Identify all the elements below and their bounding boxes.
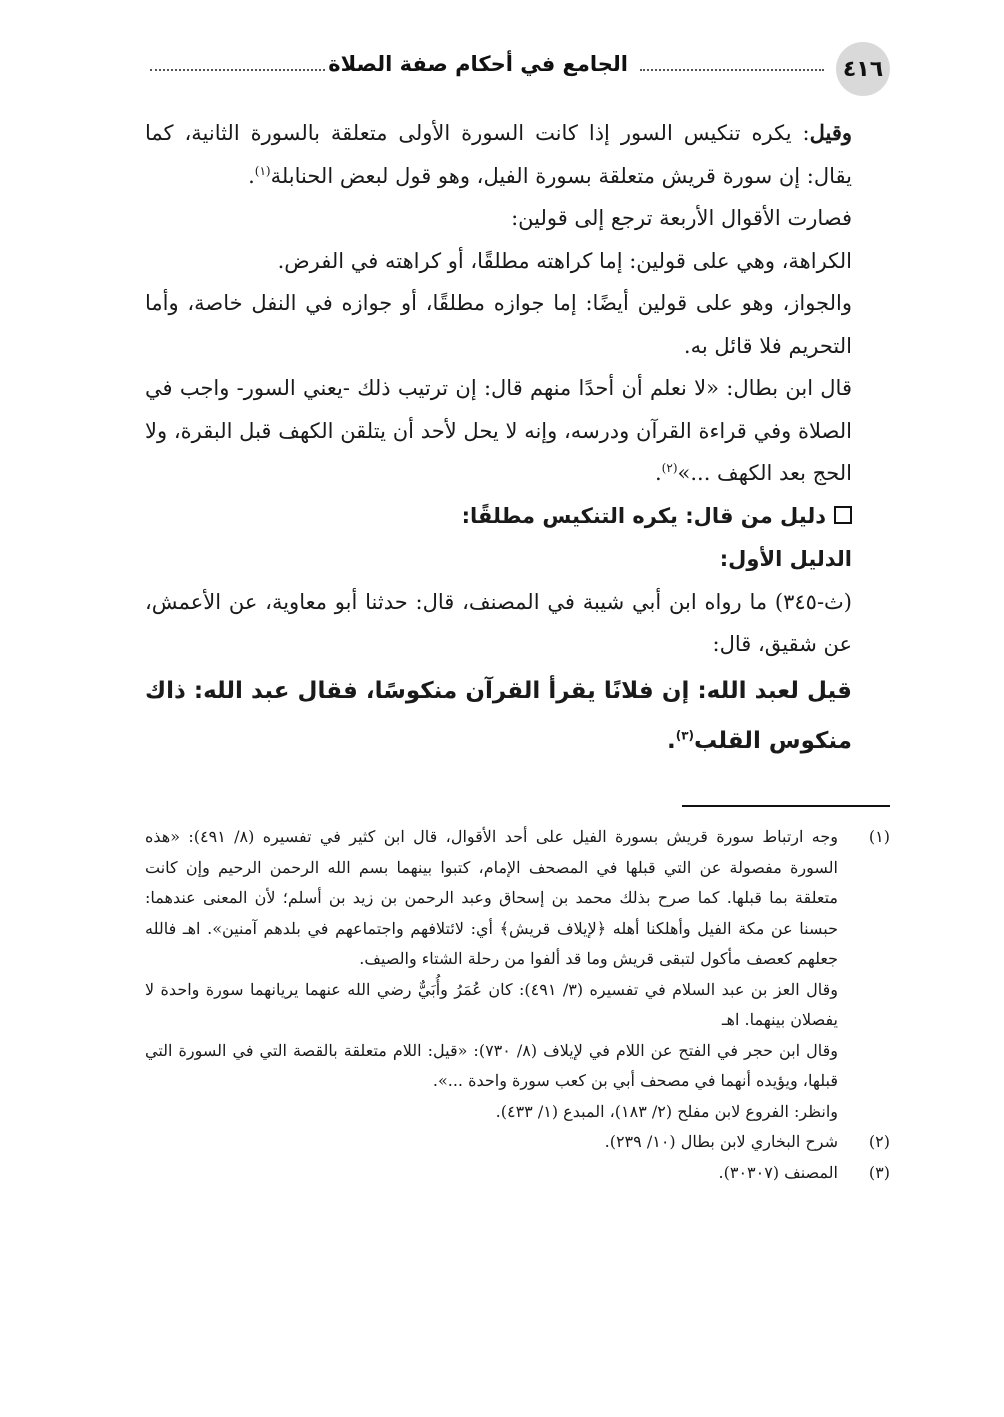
footnote-2-text: شرح البخاري لابن بطال (١٠/ ٢٣٩). [604, 1132, 838, 1151]
paragraph-1 [145, 112, 890, 197]
footnote-3-number: (٣) [868, 1162, 890, 1182]
paragraph-5-end: . [654, 461, 662, 485]
paragraph-1-end: . [248, 163, 255, 188]
paragraph-5 [145, 367, 890, 495]
hadith-quote-text: قيل لعبد الله: إن فلانًا يقرأ القرآن منكوسًا، فقال عبد الله: ذاك منكوس القلب [145, 677, 852, 754]
running-header [140, 42, 890, 98]
footnote-2-number: (٢) [868, 1132, 890, 1151]
footnote-ref-3[interactable]: (٣) [675, 727, 695, 742]
page-number-badge: ٤١٦ [836, 42, 890, 96]
footnote-1-continuation-d: وانظر: الفروع لابن مفلح (٢/ ١٨٣)، المبدع (١/ ٤٣٣). [495, 1101, 838, 1121]
paragraph-6: (ث-٣٤٥) ما رواه ابن أبي شيبة في المصنف، قال: حدثنا أبو معاوية، عن الأعمش، عن شقيق، قال: [145, 589, 852, 656]
footnotes [145, 822, 890, 1188]
paragraph-2: فصارت الأقوال الأربعة ترجع إلى قولين: [511, 206, 852, 230]
header-dotted-leader-right [640, 69, 824, 71]
paragraph-4: والجواز، وهو على قولين أيضًا: إما جوازه مطلقًا، أو جوازه في النفل خاصة، وأما التحريم فلا قائل به. [145, 291, 852, 358]
hadith-quote-end: . [666, 727, 676, 754]
footnote-3 [145, 1158, 890, 1189]
footnote-1-text: وجه ارتباط سورة قريش بسورة الفيل على أحد الأقوال، قال ابن كثير في تفسيره (٨/ ٤٩١): «هذه السورة مفصولة عن التي قبلها في المصحف الإمام، كتبوا بينهما بسم الله الرحمن الرحيم وإن كانت متعلقة بما قبلها. كما صرح بذلك محمد بن إسحاق وعبد الرحمن بن زيد بن أسلم؛ لأن المعنى عندهما: حبسنا عن مكة الفيل وأهلكنا أهله ﴿لإيلاف قريش﴾ أي: لائتلافهم واجتماعهم في بلدهم آمنين». اهـ فالله جعلهم كعصف مأكول لتبقى قريش وما قد ألفوا من رحلة الشتاء والصيف. [145, 827, 838, 968]
section-heading-text: دليل من قال: يكره التنكيس مطلقًا: [461, 503, 826, 528]
subheading-first-evidence: الدليل الأول: [719, 546, 852, 571]
paragraph-5-text: قال ابن بطال: «لا نعلم أن أحدًا منهم قال: إن ترتيب ذلك -يعني السور- واجب في الصلاة وفي قراءة القرآن ودرسه، وإنه لا يحل لأحد أن يتلقن الكهف قبل البقرة، ولا الحج بعد الكهف ...» [145, 376, 852, 485]
section-heading-evidence [145, 495, 890, 538]
footnote-1-continuation-b: وقال العز بن عبد السلام في تفسيره (٣/ ٤٩١): كان عُمَرُ وأُبَيٌّ رضي الله عنهما يريانهما سورة واحدة لا يفصلان بينهما. اهـ [145, 979, 838, 1029]
footnote-ref-2[interactable]: (٢) [661, 461, 678, 475]
footnote-1 [145, 822, 890, 975]
header-dotted-leader-left [150, 69, 325, 71]
book-title: الجامع في أحكام صفة الصلاة [328, 52, 628, 76]
paragraph-3: الكراهة، وهي على قولين: إما كراهته مطلقًا، أو كراهته في الفرض. [277, 248, 852, 273]
footnote-2 [145, 1127, 890, 1158]
hadith-quote [145, 666, 890, 766]
footnote-3-text: المصنف (٣٠٣٠٧). [718, 1162, 838, 1182]
main-text [145, 112, 890, 766]
footnote-ref-1[interactable]: (١) [254, 163, 271, 178]
footnote-1-number: (١) [868, 827, 890, 846]
footnote-1-continuation-c: وقال ابن حجر في الفتح عن اللام في لإيلاف (٨/ ٧٣٠): «قيل: اللام متعلقة بالقصة التي في السورة التي قبلها، ويؤيده أنهما في مصحف أبي بن كعب سورة واحدة ...». [145, 1040, 839, 1090]
paragraph-1-keyword: وقيل [809, 120, 852, 145]
paragraph-1-text: : يكره تنكيس السور إذا كانت السورة الأولى متعلقة بالسورة الثانية، كما يقال: إن سورة قريش متعلقة بسورة الفيل، وهو قول لبعض الحنابلة [145, 121, 852, 188]
footnote-separator [682, 805, 890, 807]
checkbox-square-icon [834, 506, 852, 524]
